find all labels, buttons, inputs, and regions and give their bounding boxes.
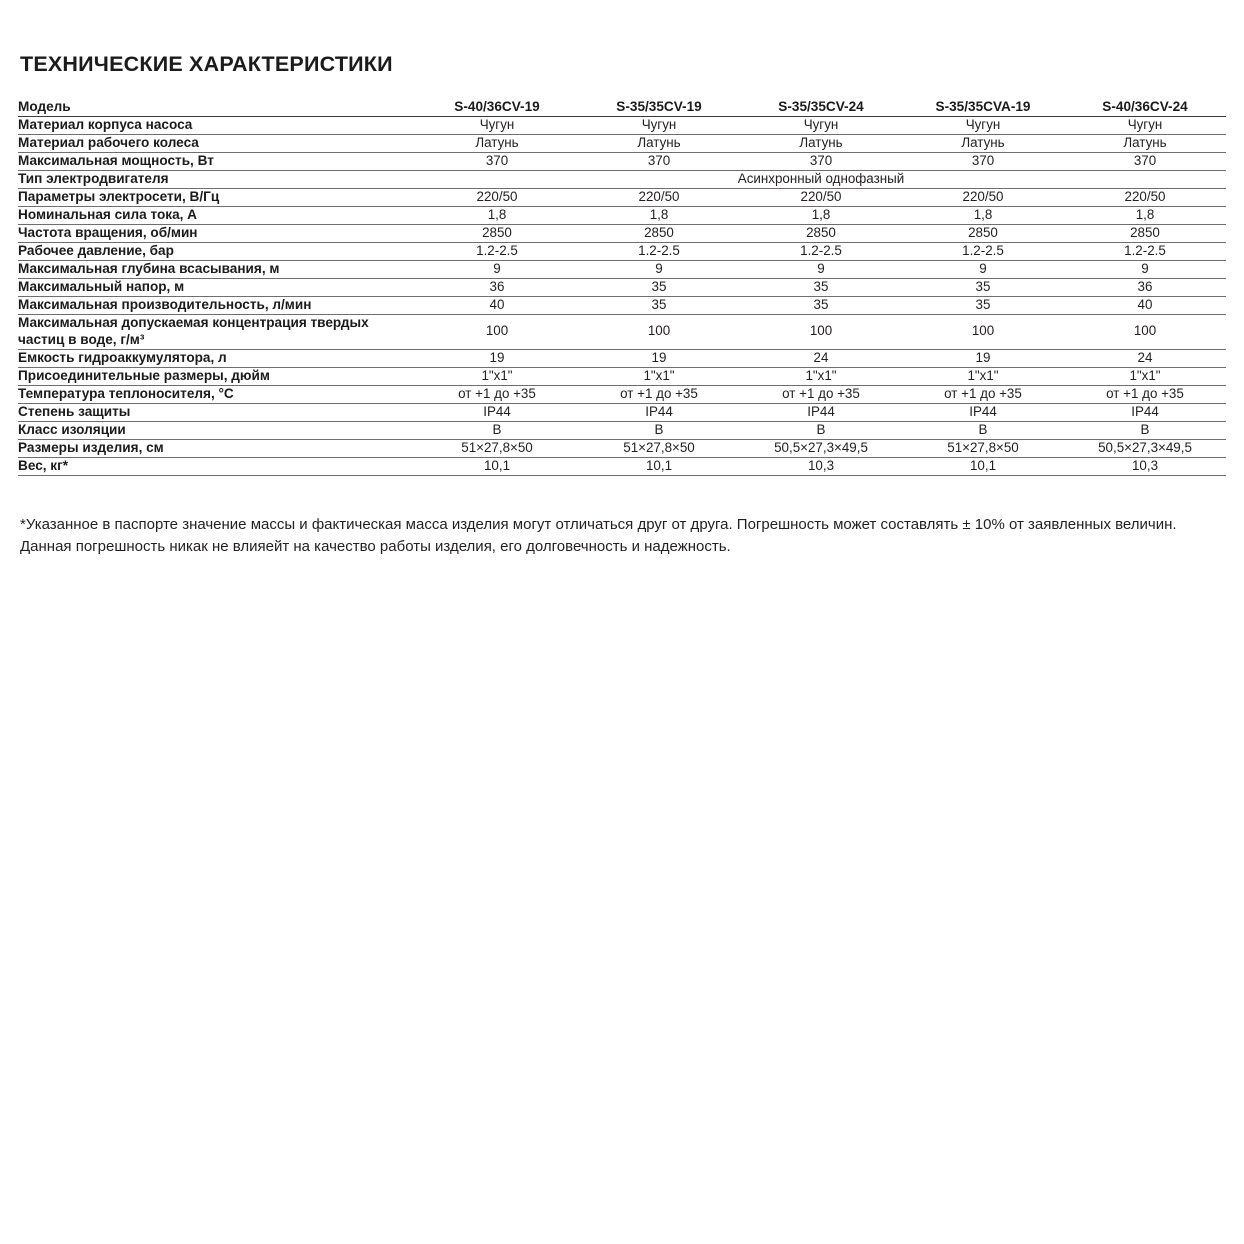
- footnote-text: *Указанное в паспорте значение массы и фактическая масса изделия могут отличаться друг от друга. Погрешность может составлять ± 10% от заявленных величин. Данная погрешность никак не влияейт на качество работы изделия, его долговечность и надежность.: [20, 515, 1177, 556]
- row-value: 370: [809, 153, 833, 169]
- row-value: 220/50: [638, 189, 680, 205]
- row-value: от +1 до +35: [1106, 385, 1184, 401]
- row-value: 35: [813, 278, 829, 294]
- table-row: [18, 224, 1226, 242]
- row-value: 1,8: [487, 207, 507, 223]
- row-value: Чугун: [641, 117, 677, 133]
- row-label: Присоединительные размеры, дюйм: [18, 367, 270, 383]
- row-label: Максимальный напор, м: [18, 278, 185, 294]
- row-value: 9: [655, 260, 663, 276]
- row-value: Латунь: [799, 135, 843, 151]
- row-label: Частота вращения, об/мин: [18, 224, 198, 240]
- row-value: 35: [975, 278, 991, 294]
- row-value: 100: [809, 323, 833, 339]
- row-value: IP44: [969, 403, 997, 419]
- row-value: 1"x1": [967, 367, 999, 383]
- row-value: 10,1: [645, 457, 673, 473]
- table-row: [18, 403, 1226, 421]
- row-value: Латунь: [475, 135, 519, 151]
- row-value: 100: [971, 323, 995, 339]
- row-value: 2850: [644, 225, 674, 240]
- row-value: 220/50: [1124, 189, 1166, 205]
- row-label: Температура теплоносителя, °С: [18, 385, 234, 401]
- table-row: [18, 206, 1226, 224]
- row-label: Максимальная производительность, л/мин: [18, 296, 312, 312]
- row-value: 50,5×27,3×49,5: [1098, 439, 1192, 455]
- row-value: Чугун: [965, 117, 1001, 133]
- table-row: [18, 278, 1226, 296]
- specifications-table: [18, 99, 1226, 476]
- row-value: 1,8: [973, 207, 993, 223]
- row-value: 100: [647, 323, 671, 339]
- row-value: 36: [1137, 278, 1153, 294]
- row-value: 35: [975, 296, 991, 312]
- row-value: 1"x1": [805, 367, 837, 383]
- model-header-5: S-40/36CV-24: [1102, 99, 1188, 114]
- row-value: 1.2-2.5: [962, 242, 1004, 258]
- table-row: [18, 116, 1226, 134]
- table-row: [18, 349, 1226, 367]
- row-value: 24: [813, 349, 829, 365]
- row-value: 1"x1": [481, 367, 513, 383]
- table-row: [18, 134, 1226, 152]
- row-value: 1.2-2.5: [1124, 242, 1166, 258]
- row-label: Класс изоляции: [18, 421, 126, 437]
- row-label: Вес, кг*: [18, 457, 69, 473]
- row-value: 10,1: [483, 457, 511, 473]
- row-value: 370: [1133, 153, 1157, 169]
- table-row: [18, 296, 1226, 314]
- row-value: 51×27,8×50: [623, 439, 695, 455]
- row-value: 1,8: [811, 207, 831, 223]
- row-value: 220/50: [962, 189, 1004, 205]
- row-value: от +1 до +35: [620, 385, 698, 401]
- model-header-3: S-35/35CV-24: [778, 99, 864, 114]
- row-value: 2850: [806, 225, 836, 240]
- row-value: IP44: [807, 403, 835, 419]
- table-row: [18, 314, 1226, 349]
- row-value-merged: Асинхронный однофазный: [737, 171, 905, 187]
- table-row: [18, 457, 1226, 475]
- row-value: 2850: [968, 225, 998, 240]
- row-value: 10,3: [1131, 457, 1159, 473]
- row-value: 370: [971, 153, 995, 169]
- row-value: 370: [647, 153, 671, 169]
- row-value: B: [654, 421, 664, 437]
- row-value: 2850: [1130, 225, 1160, 240]
- row-value: IP44: [1131, 403, 1159, 419]
- row-value: Чугун: [1127, 117, 1163, 133]
- row-value: 51×27,8×50: [947, 439, 1019, 455]
- row-label: Материал рабочего колеса: [18, 134, 199, 150]
- row-value: IP44: [483, 403, 511, 419]
- row-label: Емкость гидроаккумулятора, л: [18, 349, 227, 365]
- row-value: 10,1: [969, 457, 997, 473]
- table-row: [18, 421, 1226, 439]
- page-title: ТЕХНИЧЕСКИЕ ХАРАКТЕРИСТИКИ: [20, 52, 393, 76]
- row-label: Параметры электросети, В/Гц: [18, 188, 220, 204]
- row-value: 10,3: [807, 457, 835, 473]
- table-row: [18, 152, 1226, 170]
- row-value: 220/50: [476, 189, 518, 205]
- row-value: 370: [485, 153, 509, 169]
- row-value: B: [492, 421, 502, 437]
- table-row: [18, 188, 1226, 206]
- row-value: 35: [813, 296, 829, 312]
- table-row: [18, 367, 1226, 385]
- row-value: 1,8: [1135, 207, 1155, 223]
- model-header-2: S-35/35CV-19: [616, 99, 702, 114]
- row-value: 9: [493, 260, 501, 276]
- row-value: IP44: [645, 403, 673, 419]
- row-value: 19: [651, 349, 667, 365]
- row-value: 1,8: [649, 207, 669, 223]
- row-value: 2850: [482, 225, 512, 240]
- row-value: Латунь: [637, 135, 681, 151]
- row-label: Размеры изделия, см: [18, 439, 164, 455]
- table-header-row: [18, 99, 1226, 116]
- row-value: Чугун: [479, 117, 515, 133]
- row-value: 1.2-2.5: [638, 242, 680, 258]
- row-label: Рабочее давление, бар: [18, 242, 174, 258]
- row-value: 1.2-2.5: [800, 242, 842, 258]
- row-value: 36: [489, 278, 505, 294]
- row-value: 35: [651, 296, 667, 312]
- row-value: 220/50: [800, 189, 842, 205]
- model-header-1: S-40/36CV-19: [454, 99, 540, 114]
- row-value: 9: [979, 260, 987, 276]
- table-row: [18, 242, 1226, 260]
- row-value: 19: [489, 349, 505, 365]
- row-value: B: [978, 421, 988, 437]
- row-label: Максимальная мощность, Вт: [18, 152, 214, 168]
- table-header-label: Модель: [18, 99, 71, 114]
- row-value: 1"x1": [1129, 367, 1161, 383]
- row-label: Номинальная сила тока, А: [18, 206, 198, 222]
- row-value: 100: [1133, 323, 1157, 339]
- row-value: 19: [975, 349, 991, 365]
- table-row: [18, 260, 1226, 278]
- specifications-table-body: [18, 99, 1226, 475]
- table-row: [18, 385, 1226, 403]
- model-header-4: S-35/35CVA-19: [935, 99, 1031, 114]
- row-value: 24: [1137, 349, 1153, 365]
- row-value: 9: [1141, 260, 1149, 276]
- row-value: 40: [1137, 296, 1153, 312]
- row-value: от +1 до +35: [782, 385, 860, 401]
- row-label: Материал корпуса насоса: [18, 116, 193, 132]
- row-label: Максимальная глубина всасывания, м: [18, 260, 280, 276]
- row-label: Тип электродвигателя: [18, 170, 169, 186]
- row-value: 40: [489, 296, 505, 312]
- row-value: 1"x1": [643, 367, 675, 383]
- row-value: 35: [651, 278, 667, 294]
- table-row-merged: [18, 170, 1226, 188]
- row-value: от +1 до +35: [458, 385, 536, 401]
- row-value: 51×27,8×50: [461, 439, 533, 455]
- row-value: B: [816, 421, 826, 437]
- row-value: 9: [817, 260, 825, 276]
- row-value: Чугун: [803, 117, 839, 133]
- row-value: 50,5×27,3×49,5: [774, 439, 868, 455]
- row-value: 1.2-2.5: [476, 242, 518, 258]
- row-value: B: [1140, 421, 1150, 437]
- table-row: [18, 439, 1226, 457]
- row-value: Латунь: [1123, 135, 1167, 151]
- row-value: 100: [485, 323, 509, 339]
- row-value: от +1 до +35: [944, 385, 1022, 401]
- row-value: Латунь: [961, 135, 1005, 151]
- row-label: Степень защиты: [18, 403, 131, 419]
- row-label: Максимальная допускаемая концентрация твердых частиц в воде, г/м³: [18, 314, 369, 347]
